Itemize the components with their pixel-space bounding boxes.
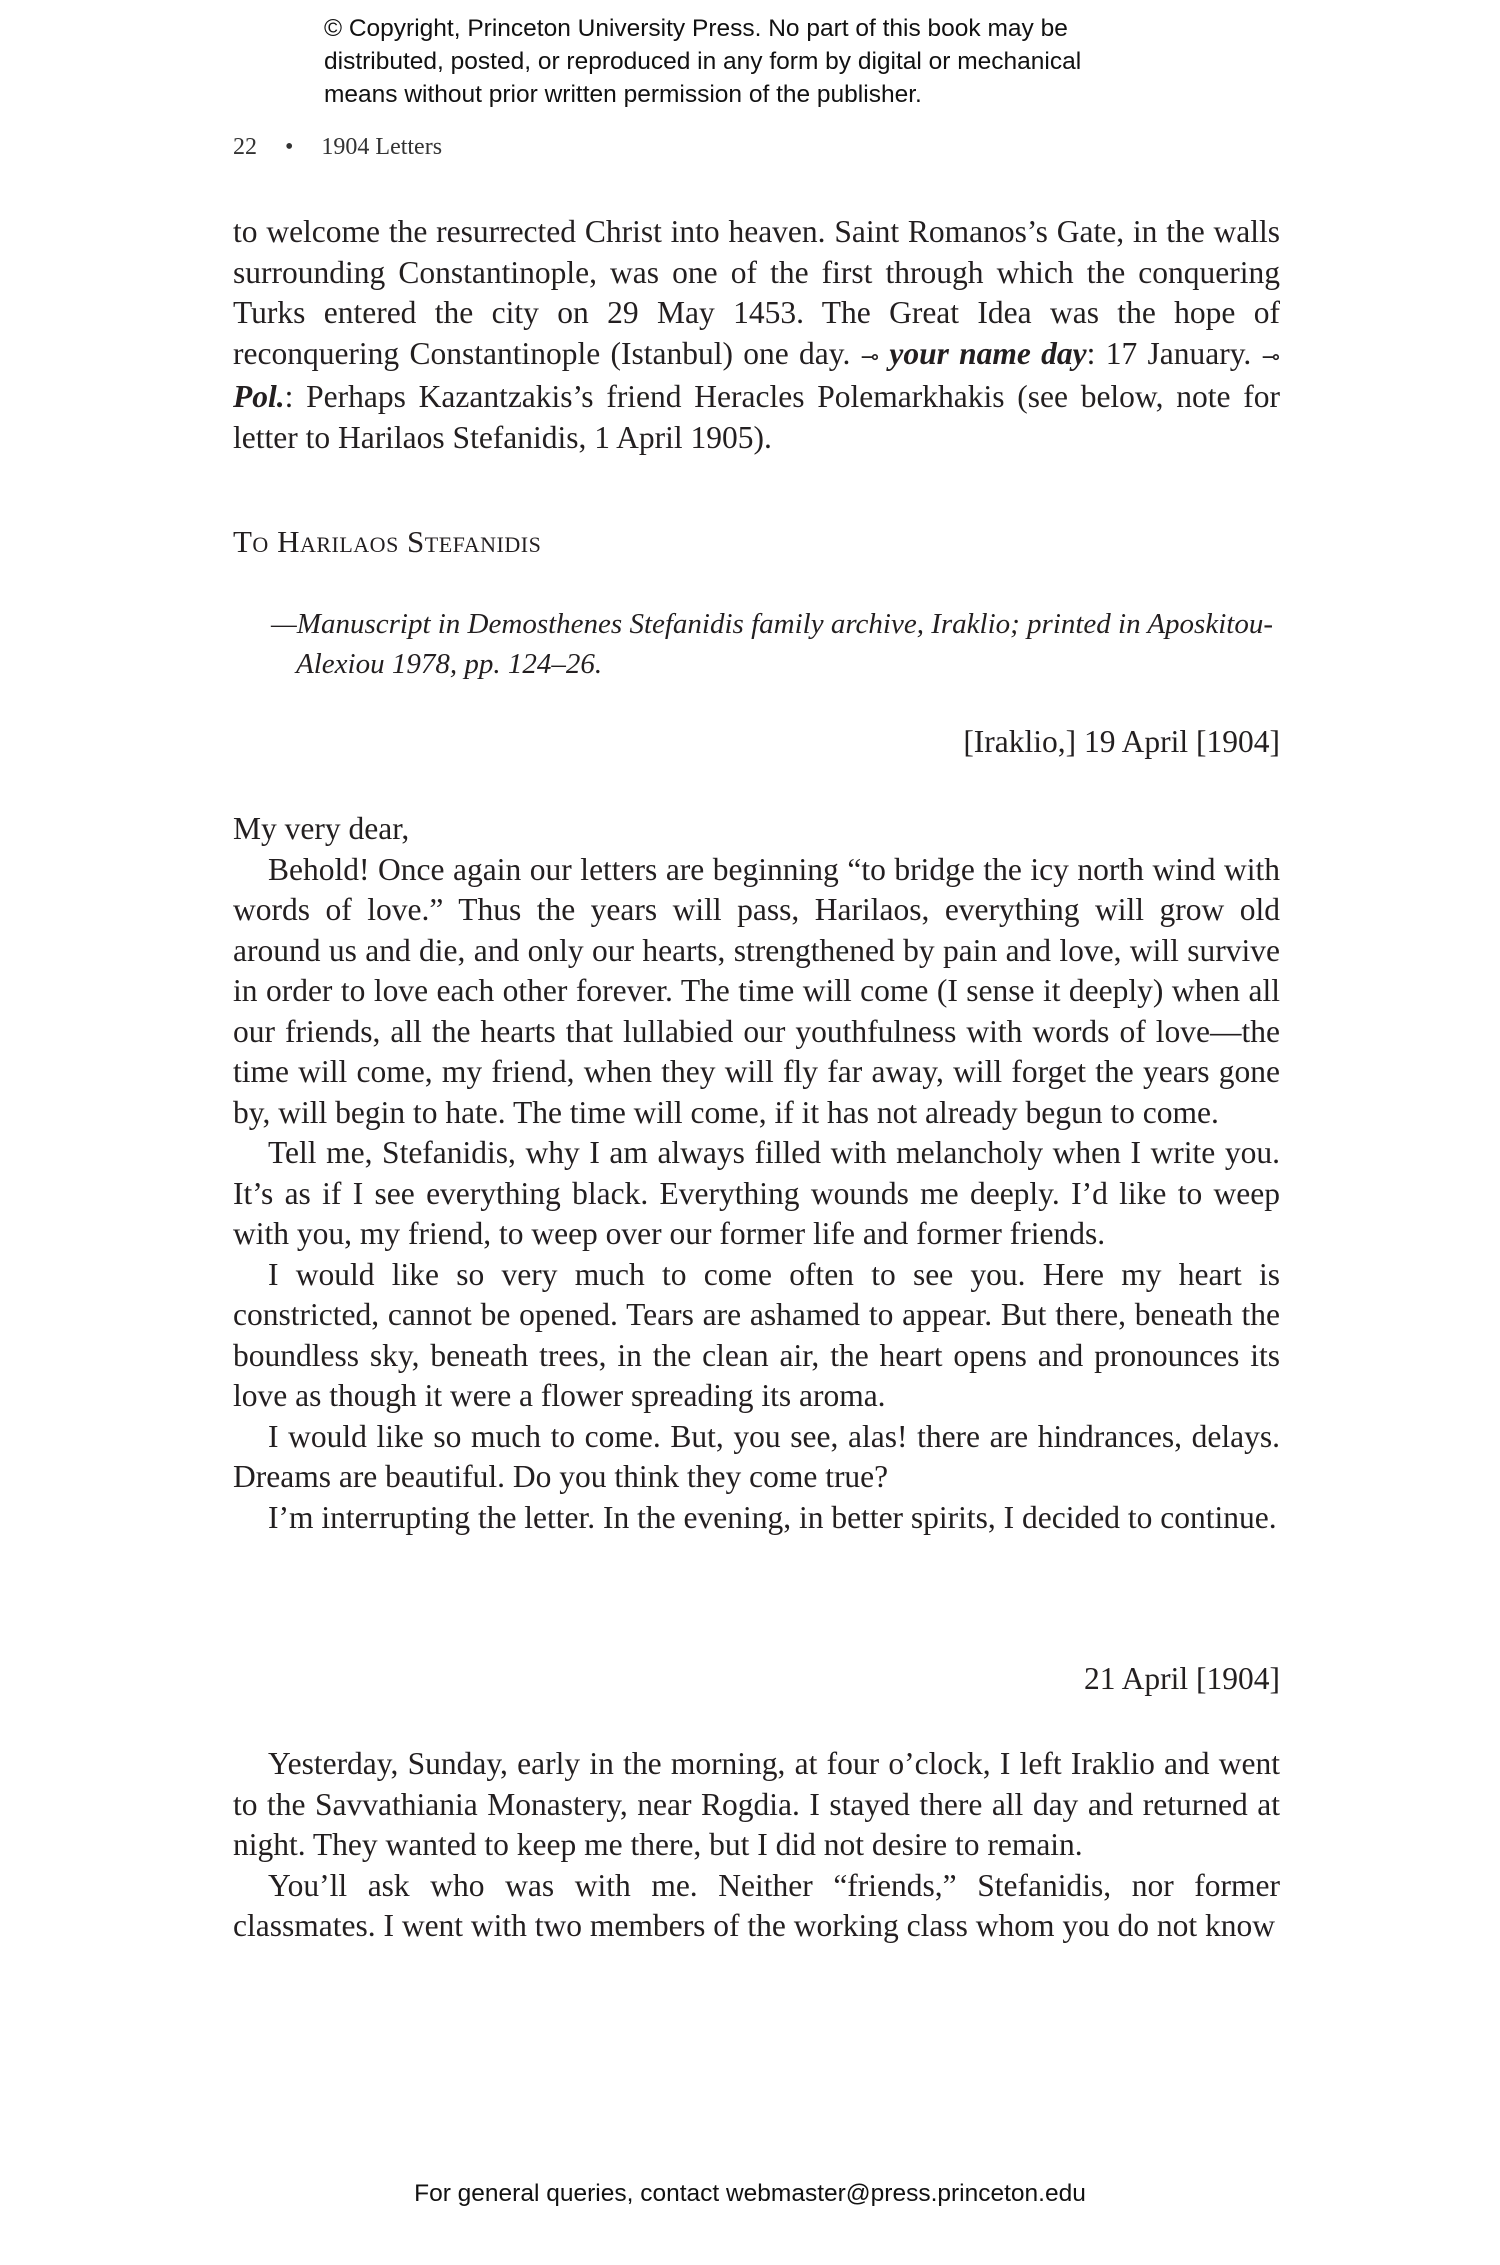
copyright-line: means without prior written permission of the publisher. [324, 81, 922, 108]
letter-paragraph: You’ll ask who was with me. Neither “friends,” Stefanidis, nor former classmates. I went with two members of the working class whom you do not know [233, 1867, 1280, 1943]
section-title: 1904 Letters [321, 134, 443, 160]
letter-paragraph: I’m interrupting the letter. In the evening, in better spirits, I decided to continue. [268, 1499, 1277, 1535]
letter-source: —Manuscript in Demosthenes Stefanidis family archive, Iraklio; printed in Aposkitou-Alexiou 1978, pp. 124–26. [271, 608, 1273, 680]
running-head [233, 134, 464, 161]
page-number: 22 [233, 134, 257, 160]
copyright-line: distributed, posted, or reproduced in any form by digital or mechanical [324, 48, 1082, 75]
copyright-line: © Copyright, Princeton University Press. No part of this book may be [324, 15, 1068, 42]
note-text: : Perhaps Kazantzakis’s friend Heracles Polemarkhakis (see below, note for letter to Harilaos Stefanidis, 1 April 1905). [233, 379, 1280, 455]
copyright-notice [324, 12, 1204, 111]
letter-paragraph: I would like so much to come. But, you see, alas! there are hindrances, delays. Dreams are beautiful. Do you think they come true? [233, 1418, 1280, 1494]
letter-paragraph: Behold! Once again our letters are beginning “to bridge the icy north wind with words of love.” Thus the years will pass, Harilaos, everything will grow old around us and die, and only our hearts, strengthened by pain and love, will survive in order to love each other forever. The time will come (I sense it deeply) when all our friends, all the hearts that lullabied our youthfulness with words of love—the time will come, my friend, when they will fly far away, will forget the years gone by, will begin to hate. The time will come, if it has not already begun to come. [233, 851, 1280, 1130]
note-term: your name day [889, 335, 1087, 371]
footer-contact: For general queries, contact webmaster@press.princeton.edu [414, 2180, 1086, 2207]
note-term: Pol. [233, 379, 285, 414]
note-text: : 17 January. [1086, 335, 1262, 371]
letter-paragraph: I would like so very much to come often to see you. Here my heart is constricted, cannot be opened. Tears are ashamed to appear. But there, beneath the boundless sky, beneath trees, in the clean air, the heart opens and pronounces its love as though it were a flower spreading its aroma. [233, 1256, 1280, 1413]
letter-body-2 [233, 1744, 1280, 1947]
letter-paragraph: Tell me, Stefanidis, why I am always filled with melancholy when I write you. It’s as if I see everything black. Everything wounds me deeply. I’d like to weep with you, my friend, to weep over our former life and former friends. [233, 1135, 1280, 1251]
note-paragraph [233, 212, 1280, 458]
arrow-icon: ⊸ [860, 343, 880, 369]
salutation: My very dear, [233, 811, 410, 846]
letter-date: 21 April [1904] [1084, 1661, 1280, 1696]
note-text: to welcome the resurrected Christ into heaven. Saint Romanos’s Gate, in the walls surrounding Constantinople, was one of the first through which the conquering Turks entered the city on 29 May 1453. The Great Idea was the hope of reconquering Constantinople (Istanbul) one day. [233, 214, 1280, 371]
letter-heading: To Harilaos Stefanidis [233, 524, 542, 559]
arrow-icon: ⊸ [1261, 343, 1281, 369]
letter-paragraph: Yesterday, Sunday, early in the morning, at four o’clock, I left Iraklio and went to the Savvathiania Monastery, near Rogdia. I stayed there all day and returned at night. They wanted to keep me there, but I did not desire to remain. [233, 1746, 1280, 1862]
letter-body-1 [233, 809, 1280, 1538]
letter-date: [Iraklio,] 19 April [1904] [963, 724, 1280, 759]
notes-block [233, 212, 1280, 458]
bullet-separator: • [285, 134, 294, 160]
